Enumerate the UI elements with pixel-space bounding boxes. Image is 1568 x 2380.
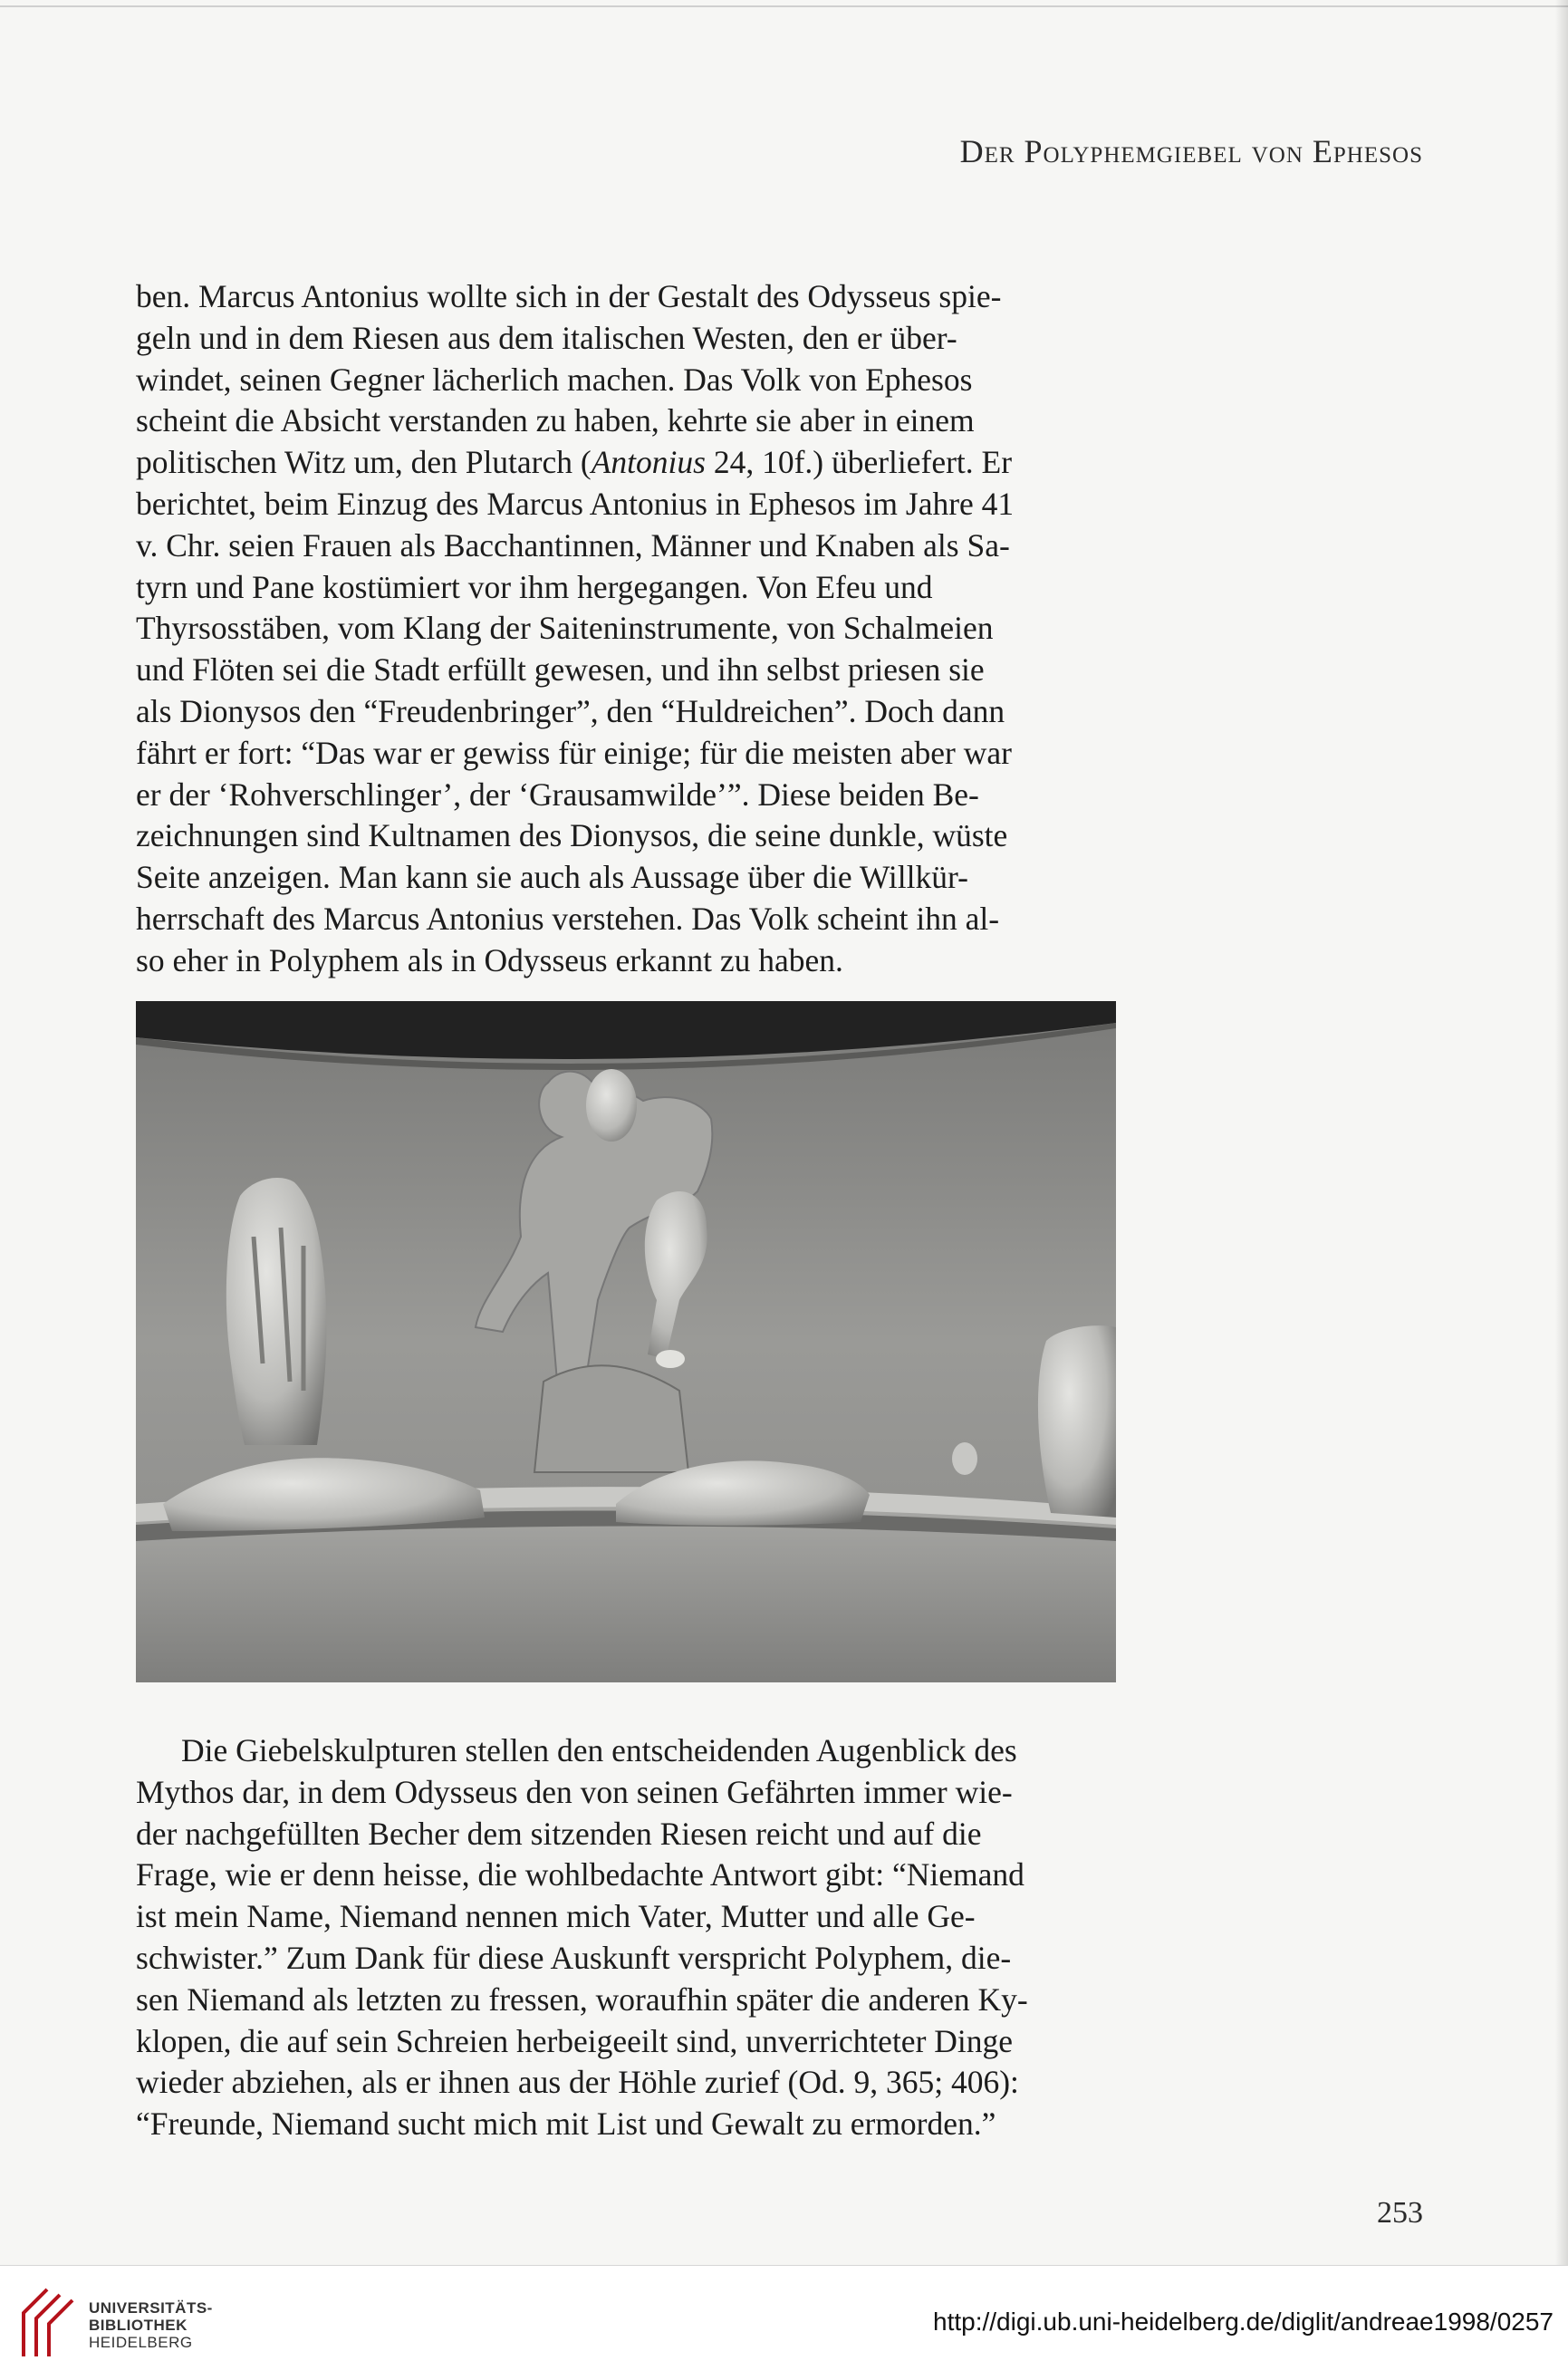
text-line: Mythos dar, in dem Odysseus den von seinen Gefährten immer wie- [136,1773,1013,1810]
citation-title: Antonius [591,444,706,481]
page-gutter-shadow [1555,0,1568,2265]
text-line: politischen Witz um, den Plutarch ( [136,444,592,481]
text-line: er der ‘Rohverschlinger’, der ‘Grausamwilde’”. Diese beiden Be- [136,776,979,813]
text-line: scheint die Absicht verstanden zu haben, kehrte sie aber in einem [136,402,975,439]
paragraph-1 [136,276,1116,982]
text-line: windet, seinen Gegner lächerlich machen. Das Volk von Ephesos [136,361,973,398]
text-line: Die Giebelskulpturen stellen den entscheidenden Augenblick des [181,1732,1017,1768]
page-edge [0,5,1568,7]
photo-illustration [136,1001,1116,1682]
text-line: als Dionysos den “Freudenbringer”, den “Huldreichen”. Doch dann [136,692,1005,729]
text-line: Seite anzeigen. Man kann sie auch als Aussage über die Willkür- [136,859,968,896]
text-line: Thyrsosstäben, vom Klang der Saiteninstrumente, von Schalmeien [136,610,994,647]
text-line: ist mein Name, Niemand nennen mich Vater, Mutter und alle Ge- [136,1898,976,1935]
standing-draped-statue [226,1178,327,1445]
text-line: herrschaft des Marcus Antonius verstehen. Das Volk scheint ihn al- [136,900,1000,937]
small-vessel [952,1442,977,1475]
text-line: so eher in Polyphem als in Odysseus erkannt zu haben. [136,941,843,978]
sculpture-photograph [136,1001,1116,1682]
library-logo-icon [20,2286,83,2360]
text-line: der nachgefüllten Becher dem sitzenden Riesen reicht und auf die [136,1815,982,1852]
text-line: ben. Marcus Antonius wollte sich in der Gestalt des Odysseus spie- [136,278,1002,314]
text-line: v. Chr. seien Frauen als Bacchantinnen, Männer und Knaben als Sa- [136,526,1010,564]
text-line: schwister.” Zum Dank für diese Auskunft verspricht Polyphem, die- [136,1939,1012,1976]
text-line-with-citation [136,442,1116,484]
page-number: 253 [1377,2196,1423,2230]
text-line: tyrn und Pane kostümiert vor ihm hergegangen. Von Efeu und [136,568,933,605]
running-head: Der Polyphemgiebel von Ephesos [959,133,1423,169]
text-line: wieder abziehen, als er ihnen aus der Höhle zurief (Od. 9, 365; 406): [136,2064,1019,2101]
text-line: sen Niemand als letzten zu fressen, woraufhin später die anderen Ky- [136,1980,1028,2018]
text-line: und Flöten sei die Stadt erfüllt gewesen, und ihn selbst priesen sie [136,651,985,689]
digitization-footer [0,2265,1568,2380]
text-line: berichtet, beim Einzug des Marcus Antonius in Ephesos im Jahre 41 [136,485,1015,522]
citation-rest: 24, 10f.) überliefert. Er [705,444,1013,481]
library-line-1: UNIVERSITÄTS- [89,2299,213,2317]
text-line: fährt er fort: “Das war er gewiss für einige; für die meisten aber war [136,734,1012,771]
text-line: “Freunde, Niemand sucht mich mit List und Gewalt zu ermorden.” [136,2105,996,2143]
seated-figure-right [1038,1325,1116,1518]
text-line: Frage, wie er denn heisse, die wohlbedachte Antwort gibt: “Niemand [136,1856,1024,1893]
paragraph-2 [136,1730,1116,2145]
text-line: zeichnungen sind Kultnamen des Dionysos, die seine dunkle, wüste [136,817,1008,854]
library-name [89,2299,213,2351]
source-url-link[interactable]: http://digi.ub.uni-heidelberg.de/diglit/andreae1998/0257 [933,2308,1554,2336]
library-line-3: HEIDELBERG [89,2334,193,2351]
text-line: geln und in dem Riesen aus dem italischen Westen, den er über- [136,319,957,356]
polyphemus-head [586,1069,637,1142]
text-line: klopen, die auf sein Schreien herbeigeeilt sind, unverrichteter Dinge [136,2022,1014,2059]
library-line-2: BIBLIOTHEK [89,2317,188,2334]
